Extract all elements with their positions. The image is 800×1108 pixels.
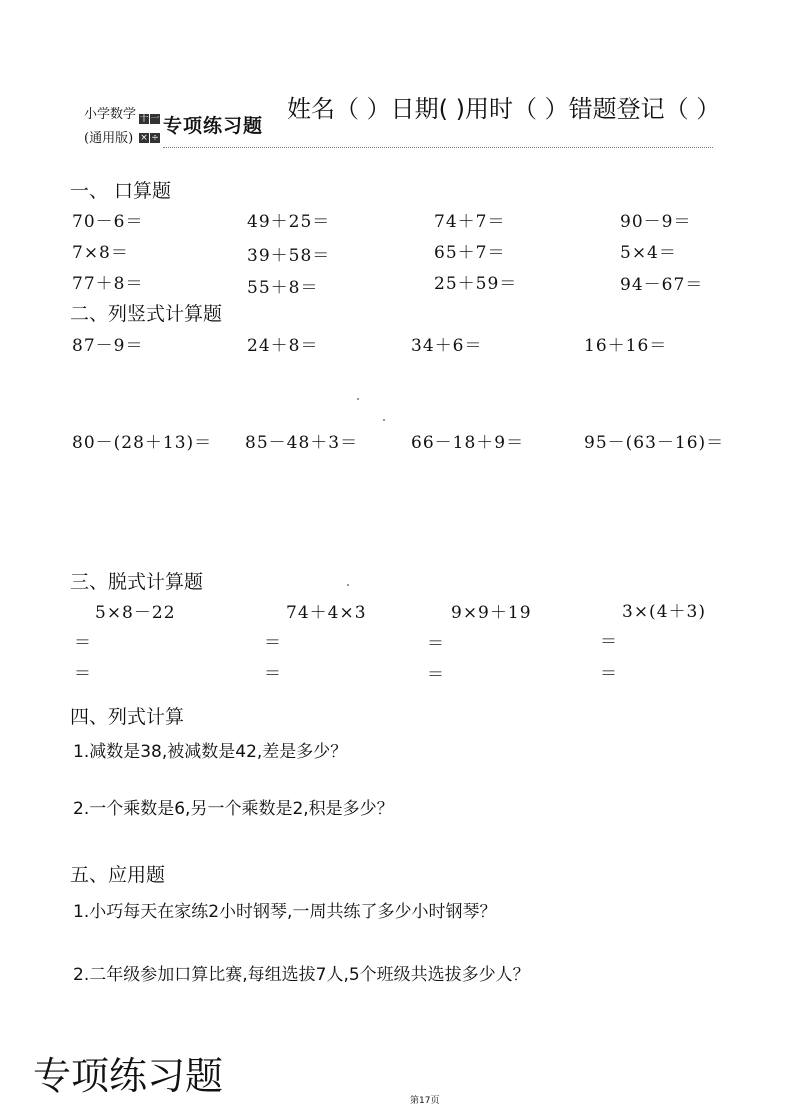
problem: 5×4＝ bbox=[620, 243, 677, 263]
equals-line: ＝ bbox=[74, 664, 92, 684]
multiply-icon: × bbox=[140, 133, 148, 143]
question-2: 2.二年级参加口算比赛,每组选拔7人,5个班级共选拔多少人？ bbox=[73, 965, 530, 985]
divide-icon: ÷ bbox=[151, 133, 159, 143]
equals-line: ＝ bbox=[427, 665, 445, 685]
expression: 9×9＋19 bbox=[451, 603, 532, 623]
section-1-title: 一、 口算题 bbox=[70, 180, 172, 202]
question-1: 1.减数是38,被减数是42,差是多少？ bbox=[73, 742, 348, 762]
equals-line: ＝ bbox=[600, 632, 618, 652]
problem: 94－67＝ bbox=[620, 275, 704, 295]
student-info-fields: 姓名（ ）日期( )用时（ ）错题登记（ ） bbox=[287, 95, 721, 123]
problem: 85－48＋3＝ bbox=[245, 433, 359, 453]
logo-line-1: 小学数学 bbox=[84, 107, 137, 122]
problem: 34＋6＝ bbox=[411, 336, 483, 356]
page-number: 第17页 bbox=[410, 1096, 440, 1106]
problem: 90－9＝ bbox=[620, 212, 692, 232]
equals-line: ＝ bbox=[427, 634, 445, 654]
problem: 95－(63－16)＝ bbox=[584, 433, 725, 453]
problem: 49＋25＝ bbox=[247, 212, 331, 232]
problem: 39＋58＝ bbox=[247, 246, 331, 266]
problem: 7×8＝ bbox=[72, 243, 129, 263]
section-5-title: 五、应用题 bbox=[70, 864, 166, 886]
problem: 55＋8＝ bbox=[247, 278, 319, 298]
equals-line: ＝ bbox=[600, 664, 618, 684]
question-2: 2.一个乘数是6,另一个乘数是2,积是多少？ bbox=[73, 799, 394, 819]
scan-speck bbox=[357, 398, 359, 400]
header-divider bbox=[163, 147, 713, 148]
scan-speck bbox=[347, 584, 349, 586]
section-4-title: 四、列式计算 bbox=[70, 706, 185, 728]
problem: 24＋8＝ bbox=[247, 336, 319, 356]
section-3-title: 三、脱式计算题 bbox=[70, 571, 204, 593]
scan-speck bbox=[383, 419, 385, 421]
logo-line-2: (通用版) bbox=[84, 131, 134, 146]
expression: 74＋4×3 bbox=[286, 603, 367, 623]
logo-title: 专项练习题 bbox=[163, 115, 264, 137]
minus-icon: 一 bbox=[150, 114, 160, 124]
operator-icons bbox=[138, 106, 160, 144]
expression: 3×(4＋3) bbox=[622, 602, 706, 622]
problem: 70－6＝ bbox=[72, 212, 144, 232]
problem: 74＋7＝ bbox=[434, 212, 506, 232]
problem: 25＋59＝ bbox=[434, 274, 518, 294]
plus-icon: 十 bbox=[139, 114, 149, 124]
problem: 77＋8＝ bbox=[72, 274, 144, 294]
question-1: 1.小巧每天在家练2小时钢琴,一周共练了多少小时钢琴？ bbox=[73, 902, 497, 922]
problem: 65＋7＝ bbox=[434, 243, 506, 263]
problem: 66－18＋9＝ bbox=[411, 433, 525, 453]
logo-text bbox=[84, 103, 140, 151]
problem: 80－(28＋13)＝ bbox=[72, 433, 213, 453]
problem: 87－9＝ bbox=[72, 336, 144, 356]
footer-title: 专项练习题 bbox=[33, 1054, 224, 1098]
equals-line: ＝ bbox=[264, 633, 282, 653]
section-2-title: 二、列竖式计算题 bbox=[70, 303, 223, 325]
problem: 16＋16＝ bbox=[584, 336, 668, 356]
equals-line: ＝ bbox=[264, 664, 282, 684]
expression: 5×8－22 bbox=[95, 603, 176, 623]
equals-line: ＝ bbox=[74, 633, 92, 653]
